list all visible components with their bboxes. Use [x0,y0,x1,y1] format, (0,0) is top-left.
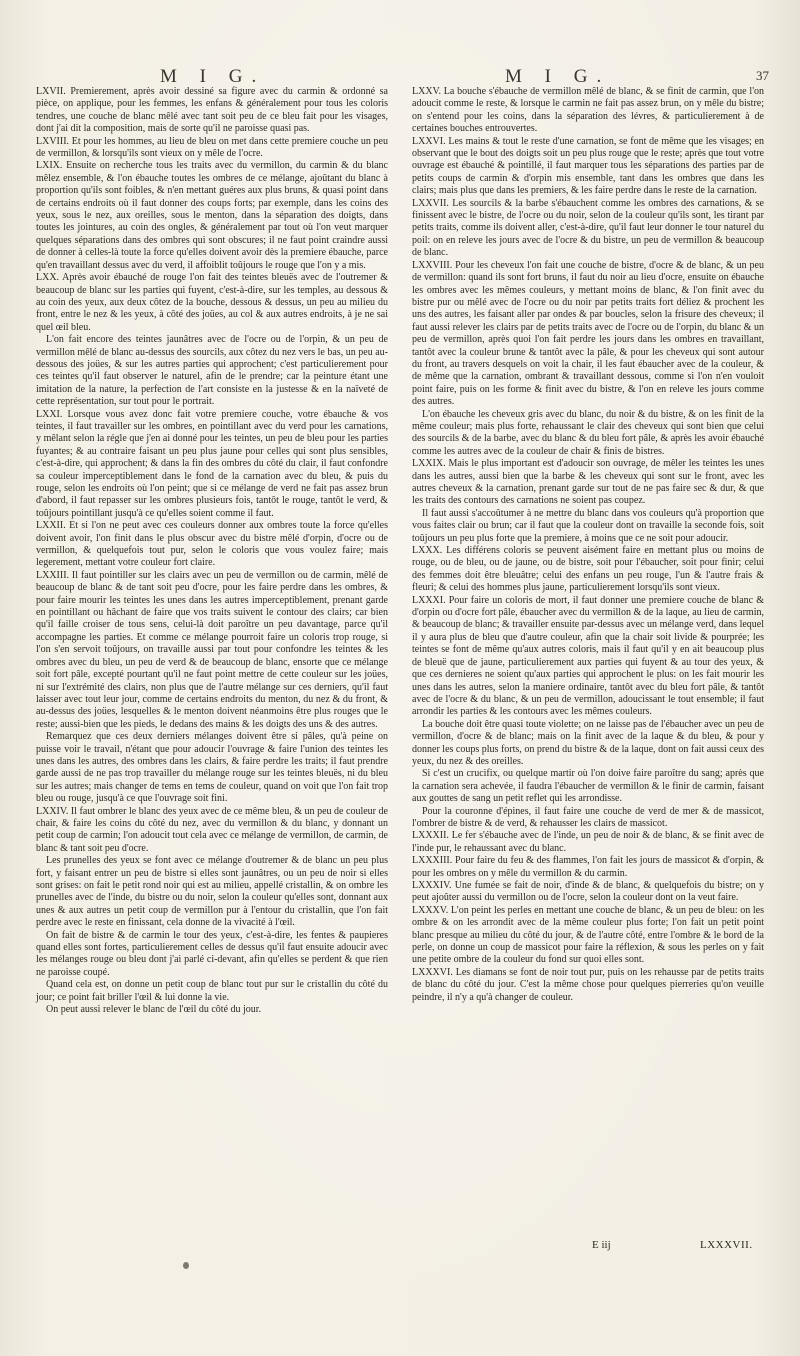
paragraph: LXXV. La bouche s'ébauche de vermillon mêlé de blanc, & se finit de carmin, que l'on adoucit comme le reste, & lorsque le carmin ne fait pas assez brun, on y mêle du bistre; on s'entend pour les coins, dans la séparation des lévres, & particulierement à de certaines bouches entrouvertes. [412,86,764,135]
paragraph: Quand cela est, on donne un petit coup de blanc tout pur sur le cristallin du côté du jour; ce point fait briller l'œil & lui donne la vie. [36,979,388,1003]
paragraph: LXXIX. Mais le plus important est d'adoucir son ouvrage, de mêler les teintes les unes dans les autres, aussi bien que la barbe & les cheveux qui sont sur le front, avec les autres cheveux & la carnation, prenant garde sur tout de ne pas faire sec & dur, & que les traits des contours des carnations ne soient pas coupez. [412,458,764,507]
paragraph: LXXIII. Il faut pointiller sur les clairs avec un peu de vermillon ou de carmin, mêlé de beaucoup de blanc & de tant soit peu d'ocre, pour les faire perdre dans les ombres, & pour faire mourir les teintes les unes dans les autres imperceptiblement, prenant garde en pointillant ou hâchant de faire que vos traits suivent le contour des clairs; car bien qu'il faille croiser de tous sens, celui-là doit paroître un peu davantage, parce qu'il accompagne les parties. Et comme ce mélange pourroit faire un coloris trop rouge, si l'on s'en servoit toûjours, on travaille aussi par tout pour confondre les teintes & les ombres avec du bleu, un peu de verd & de beaucoup de blanc, ensorte que ce mélange soit fort pâle, excepté pourtant qu'il ne faut point mettre de cette couleur sur les joües, ni sur l'extrémité des clairs, non plus que de l'autre mélange sur ces derniers, qu'il faut laisser avec tout leur jour, comme de certains endroits du menton, du nez & du front, & au-dessus des joües, lesquelles & le menton doivent néanmoins être plus rouges que le reste; aussi-bien que les pieds, le dedans des mains & les doigts des uns & des autres. [36,569,388,730]
paragraph: LXXXV. L'on peint les perles en mettant une couche de blanc, & un peu de bleu: on les ombre & on les arrondit avec de la même couleur plus forte; l'on fait un petit point blanc presque au milieu du côté du jour, & de l'autre côté, entre l'ombre & le bord de la perle, on donne un coup de massicot pour faire la réflexion, & sous les perles on y fait une petite ombre de la couleur du fond sur quoi elles sont. [412,904,764,966]
paragraph: LXXIV. Il faut ombrer le blanc des yeux avec de ce même bleu, & un peu de couleur de chair, & faire les coins du côté du nez, avec du vermillon & du blanc, y donnant un petit coup de carmin; l'on adoucit tout cela avec ce mélange de vermillon, de carmin, de blanc & tant soit peu d'ocre. [36,805,388,854]
paragraph: LXXVII. Les sourcils & la barbe s'ébauchent comme les ombres des carnations, & se finissent avec le bistre, de l'ocre ou du noir, selon de la couleur qu'ils sont, les tirant par petits traits, comme ils doivent aller, c'est-à-dire, qu'il faut leur donner le tour naturel du poil: on en releve les jours avec de l'ocre & du bistre, un peu de vermillon & beaucoup de blanc. [412,197,764,259]
paragraph: Remarquez que ces deux derniers mélanges doivent être si pâles, qu'à peine on puisse voir le travail, n'étant que pour adoucir l'ouvrage & faire l'union des teintes les unes dans les autres, des ombres dans les clairs, & faire perdre les traits; il faut prendre garde aussi de ne pas trop travailler du mélange rouge sur les teintes bleuës, ni du bleu sur les autres; mais changer de tems en tems de couleur, quand on voit que l'on fait trop bleu ou rouge, jusqu'à ce que l'ouvrage soit fini. [36,731,388,805]
paragraph: On fait de bistre & de carmin le tour des yeux, c'est-à-dire, les fentes & paupieres quand elles sont fortes, particulierement celles de dessus qu'il faut ensuite adoucir avec les mélanges rouge ou bleu dont j'ai parlé ci-devant, afin qu'elles se perdent & que rien ne paroisse coupé. [36,929,388,978]
paragraph: LXXXIII. Pour faire du feu & des flammes, l'on fait les jours de massicot & d'orpin, & pour les ombres on y mêle du vermillon & du carmin. [412,855,764,879]
paragraph: Pour la couronne d'épines, il faut faire une couche de verd de mer & de massicot, l'ombrer de bistre & de verd, & rehausser les clairs de massicot. [412,805,764,829]
page-number: 37 [756,68,769,83]
catchword: LXXXVII. [700,1239,753,1251]
paragraph: LXXVI. Les mains & tout le reste d'une carnation, se font de même que les visages; en observant que le bout des doigts soit un peu plus rouge que le reste; après que tout votre ouvrage est ébauché & pointillé, il faut marquer tous les séparations des parties par de petits coups de carmin & d'orpin mis ensemble, tant dans les ombres que dans les clairs; mais plus que dans les premiers, & les faire perdre dans le reste de la carnation. [412,135,764,197]
paragraph: Il faut aussi s'accoûtumer à ne mettre du blanc dans vos couleurs qu'à proportion que vous faites clair ou brun; car il faut que la couleur dont on travaille la seconde fois, soit toûjours un peu plus forte que la premiere, à moins que ce ne soit pour adoucir. [412,507,764,544]
paragraph: L'on ébauche les cheveux gris avec du blanc, du noir & du bistre, & on les finit de la même couleur; mais plus forte, rehaussant le clair des cheveux qui sont bien que celui des sourcils & de la barbe, avec du blanc & du bleu fort pâle, & après les avoir ébauché comme les autres avec de la couleur de chair & finis de bistres. [412,408,764,457]
paragraph: LXVIII. Et pour les hommes, au lieu de bleu on met dans cette premiere couche un peu de vermillon, & lorsqu'ils sont vieux on y mêle de l'ocre. [36,135,388,160]
running-head-left: M I G. [160,66,266,87]
paragraph: Si c'est un crucifix, ou quelque martir où l'on doive faire paroître du sang; après que la carnation sera achevée, il faudra l'ébaucher de vermillon & le finir de carmin, faisant aux gouttes de sang un petit reflet qui les arrondisse. [412,768,764,805]
paragraph: LXIX. Ensuite on recherche tous les traits avec du vermillon, du carmin & du blanc mêlez ensemble, & l'on ébauche toutes les ombres de ce mélange, ajoûtant du blanc à proportion qu'ils sont foibles, & n'en mettant guéres aux plus bruns, & quasi point dans de certains endroits où il faut donner des coups forts; par exemple, dans les coins des yeux, sous le nez, aux oreilles, sous le menton, dans la séparation des doigts, dans toutes les jointures, au coin des ongles, & généralement par tout où l'on veut marquer quelques séparations dans des ombres qui sont obscures; il ne faut point craindre aussi de donner à celles-là toute la force qu'elles doivent avoir dès la premiere ébauche, parce qu'en travaillant dessus avec du verd, il affoiblit toûjours le rouge que l'on y a mis. [36,160,388,271]
paragraph: LXXXVI. Les diamans se font de noir tout pur, puis on les rehausse par de petits traits de blanc du côté du jour. C'est la même chose pour quelques pierreries qu'on veuille peindre, il n'y a qu'à changer de couleur. [412,966,764,1003]
paragraph: LXX. Après avoir ébauché de rouge l'on fait des teintes bleuës avec de l'outremer & beaucoup de blanc sur les parties qui fuyent, c'est-à-dire, sur les temples, au dessous & au coin des yeux, aux deux côtez de la bouche, dessous & dessus, un peu au milieu du front, entre le nez & les yeux, à côté des joües, au col & aux autres endroits, à je ne sai quel œil bleu. [36,272,388,333]
running-head-right: M I G. [505,66,611,87]
paragraph: LXVII. Premierement, après avoir dessiné sa figure avec du carmin & ordonné sa pièce, on applique, pour les femmes, les enfans & généralement pour tous les coloris tendres, une couche de blanc mêlé avec tant soit peu de ce bleu fait pour les visages, dont j'ai dit la composition, mais de sorte qu'il ne paroisse quasi pas. [36,86,388,135]
paragraph: L'on fait encore des teintes jaunâtres avec de l'ocre ou de l'orpin, & un peu de vermillon mêlé de blanc au-dessus des sourcils, aux côtez du nez vers le bas, un peu au-dessous des joües, & sur les autres parties qui approchent; c'est particulierement pour ces teintes qu'il faut observer le naturel, afin de le prendre; car la peinture étant une imitation de la nature, la perfection de l'art consiste en la justesse & en la naïveté de cette représentation, sur tout pour le portrait. [36,334,388,408]
paragraph: LXXXI. Pour faire un coloris de mort, il faut donner une premiere couche de blanc & d'orpin ou d'ocre fort pâle, ébaucher avec du vermillon & de la laque, au lieu de carmin, & beaucoup de blanc; & travailler ensuite par-dessus avec un mélange verd, dans lequel il y aura plus de bleu que d'autre couleur, afin que la chair soit livide & pourprée; les teintes se font de même qu'aux autres coloris, mais il faut qu'il y en ait beaucoup plus de bleuë que de jaune, particulierement aux parties qui fuyent & au tour des yeux, & que ces dernieres ne soient qu'aux parties qui approchent le plus: on les fait mourir les unes dans les autres, selon la maniere ordinaire, tantôt avec du bleu fort pâle, & tantôt avec de l'ocre & du blanc, & un peu de vermillon, adoucissant le tout ensemble; il faut arrondir les parties & les contours avec les mêmes couleurs. [412,594,764,718]
right-column [412,86,764,1004]
left-column [36,86,388,1016]
paragraph: LXXVIII. Pour les cheveux l'on fait une couche de bistre, d'ocre & de blanc, & un peu de vermillon: quand ils sont fort bruns, il faut du noir au lieu d'ocre, ensuite on ébauche les ombres avec les mêmes couleurs, y mettant moins de blanc, & l'on finit avec du bistre pur ou mêlé avec de l'ocre ou du noir par petits traits fort déliez & prochent les uns des autres, les faisant aller par ondes & par boucles, selon la frisure des cheveux; il faut aussi relever les clairs par de petits traits avec de l'ocre ou de l'orpin, du blanc & un peu de vermillon, après quoi l'on fait perdre les jours dans les ombres en travaillant, tantôt avec la couleur brune & tantôt avec la pâle, & pour les cheveux qui sont autour du front, au travers desquels on voit la chair, il les faut ébaucher avec de la couleur, & de même que la carnation, ombrant & travaillant dessous, comme si l'on n'en vouloit point faire, puis on les forme & finit avec du bistre, & l'on en releve les jours comme des autres. [412,259,764,408]
paragraph: LXXXII. Le fer s'ébauche avec de l'inde, un peu de noir & de blanc, & se finit avec de l'inde pur, le rehaussant avec du blanc. [412,830,764,854]
paragraph: LXXI. Lorsque vous avez donc fait votre premiere couche, votre ébauche & vos teintes, il faut travailler sur les ombres, en pointillant avec du verd pour les carnations, y mêlant selon la régle que j'en ai donné pour les teintes, un peu de bleu pour les parties fuyantes; & au contraire faisant un peu plus jaune pour celles qui sont plus sensibles, c'est-à-dire, qui approchent; & dans la fin des ombres du côté du clair, il faut confondre sa couleur imperceptiblement dans le fond de la carnation avec du bleu, & puis du rouge, selon les endroits où l'on peint; que si ce mélange de verd ne fait pas assez brun d'abord, il faut repasser sur les ombres plusieurs fois, tantôt le rouge, tantôt le verd, & toûjours pointillant jusqu'à ce qu'elles soient comme il faut. [36,408,388,519]
paragraph: LXXII. Et si l'on ne peut avec ces couleurs donner aux ombres toute la force qu'elles doivent avoir, l'on finit dans le plus obscur avec du bistre mêlé d'orpin, d'ocre ou de vermillon, & quelquefois tout pur, selon le coloris que vous voulez faire; mais legerement, mettant votre couleur fort claire. [36,520,388,569]
paragraph: LXXX. Les différens coloris se peuvent aisément faire en mettant plus ou moins de rouge, ou de bleu, ou de jaune, ou de bistre, soit pour l'ébaucher, soit pour finir; celui des femmes doit être bleuâtre; celui des enfans un peu rouge, l'un & l'autre frais & fleuri; & celui des hommes plus jaune, particulierement lorsqu'ils sont vieux. [412,545,764,594]
ink-blot [183,1262,189,1269]
paragraph: Les prunelles des yeux se font avec ce mélange d'outremer & de blanc un peu plus fort, y faisant entrer un peu de bistre si elles sont jaunâtres, ou un peu de noir si elles sont grises: on fait le petit rond noir qui est au milieu, appellé cristallin, & on ombre les prunelles avec de l'inde, du bistre ou du noir, selon la couleur qu'elles sont, donnant aux unes & aux autres un petit coup de vermillon pur à l'entour du cristallin, que l'on fait perdre avec le reste en finissant, cela donne de la vivacité à l'œil. [36,855,388,929]
paragraph: La bouche doit être quasi toute violette; on ne laisse pas de l'ébaucher avec un peu de vermillon, d'ocre & de blanc; mais on la finit avec de la laque & du bleu, & pour y donner les coups plus forts, on prend du bistre & de la laque, dont on fait aussi ceux des yeux, du nez & des oreilles. [412,718,764,767]
paragraph: LXXXIV. Une fumée se fait de noir, d'inde & de blanc, & quelquefois du bistre; on y peut ajoûter aussi du vermillon ou de l'ocre, selon la couleur dont on la veut faire. [412,880,764,904]
signature-mark: E iij [592,1239,611,1251]
paragraph: On peut aussi relever le blanc de l'œil du côté du jour. [46,1004,262,1016]
